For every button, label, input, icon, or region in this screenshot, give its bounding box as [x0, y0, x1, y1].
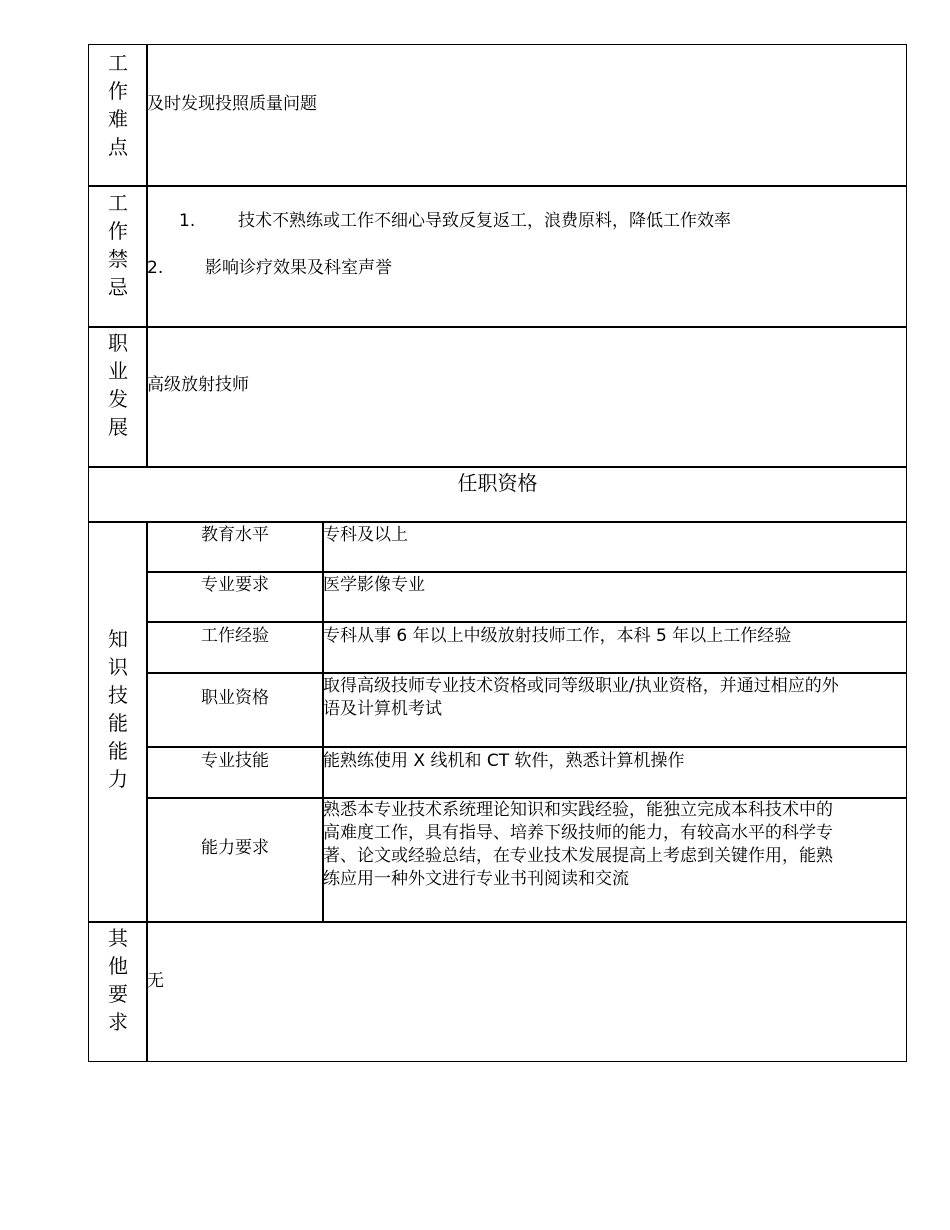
label-char: 知: [108, 627, 128, 651]
label-char: 其: [108, 926, 128, 950]
label-char: 能: [108, 739, 128, 763]
label-char: 发: [108, 387, 128, 411]
label-char: 识: [108, 655, 128, 679]
ability-value-line: 练应用一种外文进行专业书刊阅读和交流: [323, 869, 629, 889]
difficulty-label: [89, 49, 147, 161]
row-divider: [89, 466, 906, 468]
education-value: 专科及以上: [323, 525, 408, 545]
ability-value-line: 高难度工作，具有指导、培养下级技师的能力，有较高水平的科学专: [323, 823, 833, 843]
label-char: 禁: [108, 247, 128, 271]
label-char: 要: [108, 982, 128, 1006]
label-char: 工: [108, 191, 128, 215]
prohibition-item-number: 2.: [147, 258, 164, 278]
label-char: 作: [108, 79, 128, 103]
label-char: 他: [108, 954, 128, 978]
label-char: 点: [108, 135, 128, 159]
ability-value: [323, 799, 833, 891]
label-char: 求: [108, 1010, 128, 1034]
prohibition-item-text: 技术不熟练或工作不细心导致反复返工，浪费原料，降低工作效率: [238, 211, 731, 231]
certification-label: 职业资格: [201, 688, 269, 708]
major-value: 医学影像专业: [323, 575, 425, 595]
prohibition-item-text: 影响诊疗效果及科室声誉: [205, 258, 392, 278]
job-description-table: [88, 44, 907, 1062]
certification-value: [323, 675, 839, 721]
ability-value-line: 著、论文或经验总结，在专业技术发展提高上考虑到关键作用，能熟: [323, 846, 833, 866]
education-label: 教育水平: [201, 525, 269, 545]
label-char: 力: [108, 767, 128, 791]
career-content: 高级放射技师: [147, 375, 249, 395]
row-divider: [89, 185, 906, 187]
label-char: 业: [108, 359, 128, 383]
career-label: [89, 329, 147, 441]
experience-label: 工作经验: [201, 626, 269, 646]
row-divider: [147, 571, 906, 573]
row-divider: [89, 921, 906, 923]
ability-value-line: 熟悉本专业技术系统理论知识和实践经验，能独立完成本科技术中的: [323, 800, 833, 820]
other-content: 无: [147, 971, 164, 991]
certification-value-line: 取得高级技师专业技术资格或同等级职业/执业资格，并通过相应的外: [323, 676, 839, 696]
row-divider: [147, 672, 906, 674]
row-divider: [89, 521, 906, 523]
row-divider: [89, 326, 906, 328]
difficulty-content: 及时发现投照质量问题: [147, 94, 317, 114]
row-divider: [147, 746, 906, 748]
label-char: 展: [108, 415, 128, 439]
label-char: 作: [108, 219, 128, 243]
experience-value: 专科从事 6 年以上中级放射技师工作，本科 5 年以上工作经验: [323, 626, 792, 646]
skills-value: 能熟练使用 X 线机和 CT 软件，熟悉计算机操作: [323, 751, 685, 771]
label-char: 工: [108, 51, 128, 75]
label-char: 忌: [108, 275, 128, 299]
label-char: 技: [108, 683, 128, 707]
ability-label: 能力要求: [201, 838, 269, 858]
row-divider: [147, 621, 906, 623]
certification-value-line: 语及计算机考试: [323, 699, 442, 719]
label-char: 难: [108, 107, 128, 131]
label-char: 能: [108, 711, 128, 735]
qualifications-title: 任职资格: [457, 471, 538, 495]
major-label: 专业要求: [201, 575, 269, 595]
skills-label: 专业技能: [201, 751, 269, 771]
prohibitions-label: [89, 189, 147, 301]
knowledge-skills-label: [89, 625, 147, 793]
label-char: 职: [108, 331, 128, 355]
other-label: [89, 924, 147, 1036]
prohibition-item-number: 1.: [179, 211, 196, 231]
